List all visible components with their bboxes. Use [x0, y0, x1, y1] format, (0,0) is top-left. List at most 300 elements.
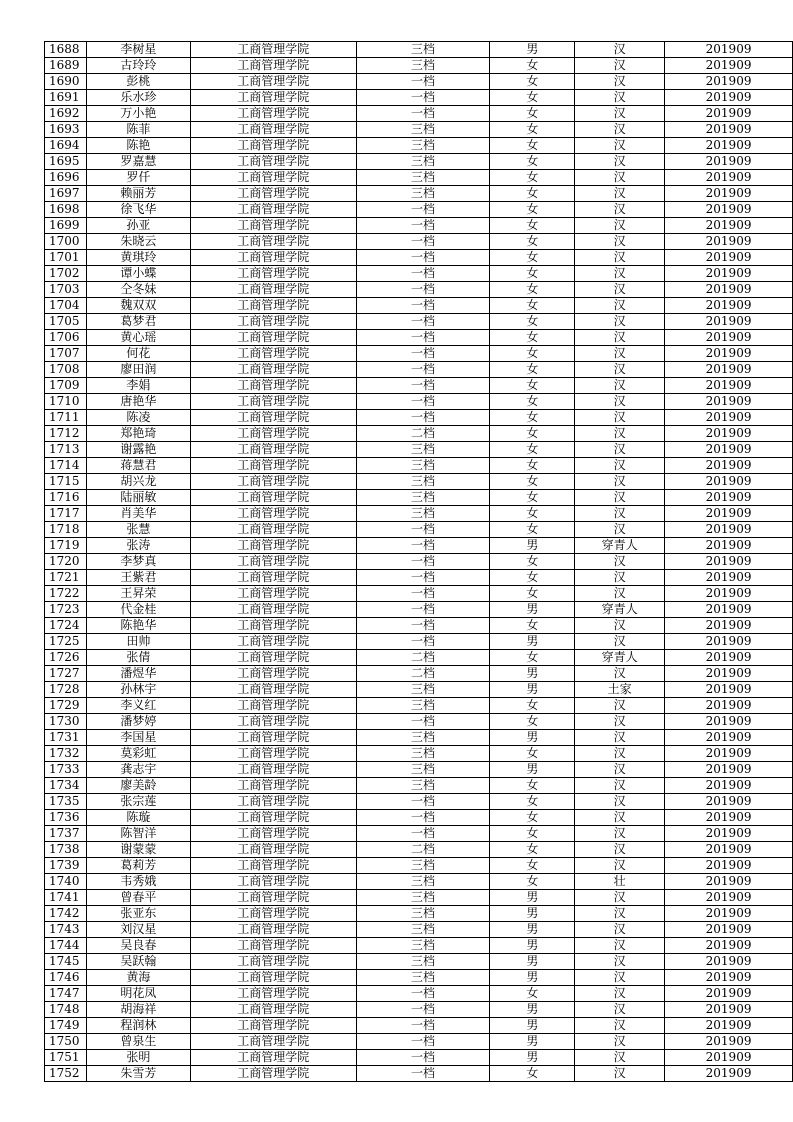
gender-cell: 女 — [490, 458, 575, 474]
college-cell: 工商管理学院 — [190, 1050, 356, 1066]
college-cell: 工商管理学院 — [190, 122, 356, 138]
student-name-cell: 张亚东 — [86, 906, 190, 922]
college-cell: 工商管理学院 — [190, 362, 356, 378]
batch-cell: 201909 — [665, 618, 793, 634]
row-number-cell: 1741 — [45, 890, 87, 906]
student-name-cell: 黄琪玲 — [86, 250, 190, 266]
grade-level-cell: 一档 — [356, 570, 490, 586]
row-number-cell: 1688 — [45, 42, 87, 58]
table-row — [45, 314, 793, 330]
table-row — [45, 1002, 793, 1018]
grade-level-cell: 一档 — [356, 1034, 490, 1050]
student-name-cell: 何花 — [86, 346, 190, 362]
row-number-cell: 1710 — [45, 394, 87, 410]
row-number-cell: 1697 — [45, 186, 87, 202]
batch-cell: 201909 — [665, 890, 793, 906]
ethnicity-cell: 汉 — [575, 202, 665, 218]
grade-level-cell: 三档 — [356, 58, 490, 74]
table-row — [45, 586, 793, 602]
row-number-cell: 1717 — [45, 506, 87, 522]
batch-cell: 201909 — [665, 746, 793, 762]
row-number-cell: 1721 — [45, 570, 87, 586]
ethnicity-cell: 汉 — [575, 170, 665, 186]
gender-cell: 女 — [490, 282, 575, 298]
college-cell: 工商管理学院 — [190, 906, 356, 922]
grade-level-cell: 二档 — [356, 650, 490, 666]
ethnicity-cell: 汉 — [575, 1034, 665, 1050]
batch-cell: 201909 — [665, 506, 793, 522]
ethnicity-cell: 汉 — [575, 218, 665, 234]
row-number-cell: 1731 — [45, 730, 87, 746]
college-cell: 工商管理学院 — [190, 554, 356, 570]
student-name-cell: 李国星 — [86, 730, 190, 746]
college-cell: 工商管理学院 — [190, 778, 356, 794]
batch-cell: 201909 — [665, 218, 793, 234]
ethnicity-cell: 穿青人 — [575, 538, 665, 554]
row-number-cell: 1716 — [45, 490, 87, 506]
ethnicity-cell: 汉 — [575, 314, 665, 330]
grade-level-cell: 一档 — [356, 218, 490, 234]
batch-cell: 201909 — [665, 170, 793, 186]
college-cell: 工商管理学院 — [190, 538, 356, 554]
table-row — [45, 618, 793, 634]
grade-level-cell: 一档 — [356, 602, 490, 618]
ethnicity-cell: 汉 — [575, 186, 665, 202]
gender-cell: 女 — [490, 858, 575, 874]
row-number-cell: 1696 — [45, 170, 87, 186]
row-number-cell: 1729 — [45, 698, 87, 714]
gender-cell: 男 — [490, 970, 575, 986]
student-name-cell: 李娟 — [86, 378, 190, 394]
student-name-cell: 张倩 — [86, 650, 190, 666]
gender-cell: 女 — [490, 314, 575, 330]
ethnicity-cell: 汉 — [575, 138, 665, 154]
college-cell: 工商管理学院 — [190, 858, 356, 874]
batch-cell: 201909 — [665, 714, 793, 730]
student-list-table — [44, 41, 793, 1082]
student-name-cell: 唐艳华 — [86, 394, 190, 410]
college-cell: 工商管理学院 — [190, 970, 356, 986]
batch-cell: 201909 — [665, 234, 793, 250]
student-name-cell: 古玲玲 — [86, 58, 190, 74]
college-cell: 工商管理学院 — [190, 474, 356, 490]
grade-level-cell: 三档 — [356, 970, 490, 986]
student-name-cell: 谢露艳 — [86, 442, 190, 458]
row-number-cell: 1749 — [45, 1018, 87, 1034]
batch-cell: 201909 — [665, 266, 793, 282]
ethnicity-cell: 汉 — [575, 410, 665, 426]
row-number-cell: 1743 — [45, 922, 87, 938]
ethnicity-cell: 汉 — [575, 506, 665, 522]
college-cell: 工商管理学院 — [190, 282, 356, 298]
batch-cell: 201909 — [665, 938, 793, 954]
row-number-cell: 1742 — [45, 906, 87, 922]
ethnicity-cell: 汉 — [575, 442, 665, 458]
ethnicity-cell: 汉 — [575, 1050, 665, 1066]
grade-level-cell: 一档 — [356, 1066, 490, 1082]
gender-cell: 女 — [490, 266, 575, 282]
table-row — [45, 410, 793, 426]
gender-cell: 男 — [490, 762, 575, 778]
college-cell: 工商管理学院 — [190, 490, 356, 506]
ethnicity-cell: 汉 — [575, 954, 665, 970]
grade-level-cell: 一档 — [356, 538, 490, 554]
gender-cell: 女 — [490, 186, 575, 202]
batch-cell: 201909 — [665, 986, 793, 1002]
ethnicity-cell: 汉 — [575, 362, 665, 378]
student-name-cell: 龚志宇 — [86, 762, 190, 778]
table-row — [45, 826, 793, 842]
batch-cell: 201909 — [665, 202, 793, 218]
batch-cell: 201909 — [665, 794, 793, 810]
college-cell: 工商管理学院 — [190, 714, 356, 730]
batch-cell: 201909 — [665, 538, 793, 554]
row-number-cell: 1701 — [45, 250, 87, 266]
batch-cell: 201909 — [665, 122, 793, 138]
batch-cell: 201909 — [665, 906, 793, 922]
college-cell: 工商管理学院 — [190, 394, 356, 410]
college-cell: 工商管理学院 — [190, 506, 356, 522]
row-number-cell: 1722 — [45, 586, 87, 602]
college-cell: 工商管理学院 — [190, 314, 356, 330]
college-cell: 工商管理学院 — [190, 170, 356, 186]
batch-cell: 201909 — [665, 1018, 793, 1034]
gender-cell: 男 — [490, 730, 575, 746]
student-name-cell: 莫彩虹 — [86, 746, 190, 762]
gender-cell: 女 — [490, 986, 575, 1002]
college-cell: 工商管理学院 — [190, 938, 356, 954]
ethnicity-cell: 汉 — [575, 474, 665, 490]
batch-cell: 201909 — [665, 730, 793, 746]
gender-cell: 男 — [490, 906, 575, 922]
student-name-cell: 孙林宇 — [86, 682, 190, 698]
ethnicity-cell: 汉 — [575, 634, 665, 650]
college-cell: 工商管理学院 — [190, 666, 356, 682]
gender-cell: 男 — [490, 954, 575, 970]
student-name-cell: 张宗莲 — [86, 794, 190, 810]
student-name-cell: 王紫君 — [86, 570, 190, 586]
ethnicity-cell: 汉 — [575, 890, 665, 906]
gender-cell: 女 — [490, 586, 575, 602]
grade-level-cell: 三档 — [356, 442, 490, 458]
table-row — [45, 730, 793, 746]
college-cell: 工商管理学院 — [190, 1002, 356, 1018]
batch-cell: 201909 — [665, 362, 793, 378]
student-name-cell: 魏双双 — [86, 298, 190, 314]
table-row — [45, 714, 793, 730]
gender-cell: 男 — [490, 1002, 575, 1018]
table-row — [45, 538, 793, 554]
student-name-cell: 肖美华 — [86, 506, 190, 522]
row-number-cell: 1700 — [45, 234, 87, 250]
batch-cell: 201909 — [665, 42, 793, 58]
student-name-cell: 明花凤 — [86, 986, 190, 1002]
batch-cell: 201909 — [665, 634, 793, 650]
student-name-cell: 乐水珍 — [86, 90, 190, 106]
gender-cell: 女 — [490, 234, 575, 250]
row-number-cell: 1746 — [45, 970, 87, 986]
table-row — [45, 1018, 793, 1034]
grade-level-cell: 一档 — [356, 362, 490, 378]
batch-cell: 201909 — [665, 554, 793, 570]
table-row — [45, 490, 793, 506]
ethnicity-cell: 汉 — [575, 1018, 665, 1034]
grade-level-cell: 三档 — [356, 874, 490, 890]
table-row — [45, 474, 793, 490]
table-row — [45, 330, 793, 346]
student-name-cell: 陆丽敏 — [86, 490, 190, 506]
grade-level-cell: 一档 — [356, 234, 490, 250]
grade-level-cell: 三档 — [356, 778, 490, 794]
gender-cell: 女 — [490, 874, 575, 890]
gender-cell: 女 — [490, 522, 575, 538]
gender-cell: 女 — [490, 250, 575, 266]
table-row — [45, 234, 793, 250]
batch-cell: 201909 — [665, 778, 793, 794]
student-name-cell: 陈艳 — [86, 138, 190, 154]
grade-level-cell: 一档 — [356, 522, 490, 538]
table-row — [45, 570, 793, 586]
ethnicity-cell: 汉 — [575, 42, 665, 58]
ethnicity-cell: 汉 — [575, 330, 665, 346]
gender-cell: 女 — [490, 298, 575, 314]
ethnicity-cell: 汉 — [575, 810, 665, 826]
batch-cell: 201909 — [665, 186, 793, 202]
grade-level-cell: 一档 — [356, 90, 490, 106]
row-number-cell: 1703 — [45, 282, 87, 298]
college-cell: 工商管理学院 — [190, 586, 356, 602]
batch-cell: 201909 — [665, 682, 793, 698]
batch-cell: 201909 — [665, 586, 793, 602]
table-row — [45, 122, 793, 138]
row-number-cell: 1739 — [45, 858, 87, 874]
gender-cell: 女 — [490, 362, 575, 378]
batch-cell: 201909 — [665, 346, 793, 362]
table-row — [45, 954, 793, 970]
gender-cell: 女 — [490, 474, 575, 490]
college-cell: 工商管理学院 — [190, 330, 356, 346]
row-number-cell: 1751 — [45, 1050, 87, 1066]
college-cell: 工商管理学院 — [190, 618, 356, 634]
table-row — [45, 1034, 793, 1050]
row-number-cell: 1706 — [45, 330, 87, 346]
ethnicity-cell: 汉 — [575, 154, 665, 170]
college-cell: 工商管理学院 — [190, 634, 356, 650]
row-number-cell: 1725 — [45, 634, 87, 650]
table-body — [45, 42, 793, 1082]
table-row — [45, 106, 793, 122]
gender-cell: 女 — [490, 554, 575, 570]
college-cell: 工商管理学院 — [190, 410, 356, 426]
batch-cell: 201909 — [665, 426, 793, 442]
college-cell: 工商管理学院 — [190, 1034, 356, 1050]
gender-cell: 男 — [490, 634, 575, 650]
gender-cell: 女 — [490, 826, 575, 842]
college-cell: 工商管理学院 — [190, 874, 356, 890]
ethnicity-cell: 汉 — [575, 74, 665, 90]
student-name-cell: 刘汉星 — [86, 922, 190, 938]
college-cell: 工商管理学院 — [190, 522, 356, 538]
grade-level-cell: 三档 — [356, 746, 490, 762]
table-row — [45, 42, 793, 58]
table-row — [45, 394, 793, 410]
table-row — [45, 362, 793, 378]
grade-level-cell: 三档 — [356, 682, 490, 698]
ethnicity-cell: 汉 — [575, 618, 665, 634]
ethnicity-cell: 汉 — [575, 986, 665, 1002]
gender-cell: 女 — [490, 410, 575, 426]
student-name-cell: 郑艳琦 — [86, 426, 190, 442]
row-number-cell: 1692 — [45, 106, 87, 122]
ethnicity-cell: 汉 — [575, 298, 665, 314]
student-name-cell: 曾泉生 — [86, 1034, 190, 1050]
row-number-cell: 1712 — [45, 426, 87, 442]
row-number-cell: 1747 — [45, 986, 87, 1002]
grade-level-cell: 一档 — [356, 282, 490, 298]
row-number-cell: 1740 — [45, 874, 87, 890]
student-name-cell: 张明 — [86, 1050, 190, 1066]
ethnicity-cell: 壮 — [575, 874, 665, 890]
grade-level-cell: 一档 — [356, 826, 490, 842]
gender-cell: 女 — [490, 378, 575, 394]
batch-cell: 201909 — [665, 810, 793, 826]
grade-level-cell: 三档 — [356, 954, 490, 970]
college-cell: 工商管理学院 — [190, 890, 356, 906]
row-number-cell: 1702 — [45, 266, 87, 282]
batch-cell: 201909 — [665, 570, 793, 586]
grade-level-cell: 一档 — [356, 1018, 490, 1034]
gender-cell: 女 — [490, 442, 575, 458]
ethnicity-cell: 汉 — [575, 90, 665, 106]
ethnicity-cell: 汉 — [575, 938, 665, 954]
gender-cell: 女 — [490, 842, 575, 858]
batch-cell: 201909 — [665, 650, 793, 666]
row-number-cell: 1727 — [45, 666, 87, 682]
student-name-cell: 曾春平 — [86, 890, 190, 906]
college-cell: 工商管理学院 — [190, 138, 356, 154]
row-number-cell: 1695 — [45, 154, 87, 170]
gender-cell: 男 — [490, 938, 575, 954]
grade-level-cell: 三档 — [356, 698, 490, 714]
grade-level-cell: 二档 — [356, 426, 490, 442]
table-row — [45, 986, 793, 1002]
student-name-cell: 吴良春 — [86, 938, 190, 954]
gender-cell: 女 — [490, 426, 575, 442]
table-row — [45, 170, 793, 186]
ethnicity-cell: 汉 — [575, 234, 665, 250]
row-number-cell: 1737 — [45, 826, 87, 842]
batch-cell: 201909 — [665, 282, 793, 298]
ethnicity-cell: 汉 — [575, 922, 665, 938]
grade-level-cell: 一档 — [356, 314, 490, 330]
ethnicity-cell: 汉 — [575, 378, 665, 394]
row-number-cell: 1745 — [45, 954, 87, 970]
grade-level-cell: 一档 — [356, 74, 490, 90]
table-row — [45, 202, 793, 218]
row-number-cell: 1691 — [45, 90, 87, 106]
student-name-cell: 陈菲 — [86, 122, 190, 138]
batch-cell: 201909 — [665, 106, 793, 122]
student-name-cell: 朱晓云 — [86, 234, 190, 250]
student-name-cell: 张慧 — [86, 522, 190, 538]
gender-cell: 男 — [490, 1034, 575, 1050]
batch-cell: 201909 — [665, 74, 793, 90]
batch-cell: 201909 — [665, 1034, 793, 1050]
table-row — [45, 890, 793, 906]
row-number-cell: 1750 — [45, 1034, 87, 1050]
student-name-cell: 李树星 — [86, 42, 190, 58]
student-name-cell: 仝冬妹 — [86, 282, 190, 298]
table-row — [45, 842, 793, 858]
table-row — [45, 1066, 793, 1082]
gender-cell: 女 — [490, 90, 575, 106]
ethnicity-cell: 汉 — [575, 1002, 665, 1018]
gender-cell: 男 — [490, 538, 575, 554]
college-cell: 工商管理学院 — [190, 746, 356, 762]
college-cell: 工商管理学院 — [190, 794, 356, 810]
gender-cell: 男 — [490, 1018, 575, 1034]
table-row — [45, 74, 793, 90]
ethnicity-cell: 汉 — [575, 666, 665, 682]
grade-level-cell: 一档 — [356, 410, 490, 426]
table-row — [45, 650, 793, 666]
row-number-cell: 1738 — [45, 842, 87, 858]
student-name-cell: 代金桂 — [86, 602, 190, 618]
row-number-cell: 1728 — [45, 682, 87, 698]
batch-cell: 201909 — [665, 858, 793, 874]
gender-cell: 女 — [490, 138, 575, 154]
gender-cell: 女 — [490, 794, 575, 810]
gender-cell: 女 — [490, 810, 575, 826]
batch-cell: 201909 — [665, 458, 793, 474]
batch-cell: 201909 — [665, 666, 793, 682]
college-cell: 工商管理学院 — [190, 90, 356, 106]
student-name-cell: 田帅 — [86, 634, 190, 650]
batch-cell: 201909 — [665, 922, 793, 938]
batch-cell: 201909 — [665, 1002, 793, 1018]
row-number-cell: 1709 — [45, 378, 87, 394]
student-name-cell: 廖田润 — [86, 362, 190, 378]
table-row — [45, 634, 793, 650]
ethnicity-cell: 汉 — [575, 426, 665, 442]
college-cell: 工商管理学院 — [190, 442, 356, 458]
college-cell: 工商管理学院 — [190, 458, 356, 474]
table-row — [45, 970, 793, 986]
gender-cell: 女 — [490, 106, 575, 122]
student-name-cell: 陈凌 — [86, 410, 190, 426]
grade-level-cell: 三档 — [356, 506, 490, 522]
batch-cell: 201909 — [665, 378, 793, 394]
table-row — [45, 522, 793, 538]
college-cell: 工商管理学院 — [190, 266, 356, 282]
row-number-cell: 1734 — [45, 778, 87, 794]
college-cell: 工商管理学院 — [190, 810, 356, 826]
table-row — [45, 746, 793, 762]
ethnicity-cell: 汉 — [575, 842, 665, 858]
table-row — [45, 698, 793, 714]
student-name-cell: 葛莉芳 — [86, 858, 190, 874]
gender-cell: 女 — [490, 506, 575, 522]
grade-level-cell: 一档 — [356, 1050, 490, 1066]
student-name-cell: 蒋慧君 — [86, 458, 190, 474]
college-cell: 工商管理学院 — [190, 650, 356, 666]
row-number-cell: 1690 — [45, 74, 87, 90]
row-number-cell: 1736 — [45, 810, 87, 826]
row-number-cell: 1698 — [45, 202, 87, 218]
batch-cell: 201909 — [665, 698, 793, 714]
row-number-cell: 1718 — [45, 522, 87, 538]
college-cell: 工商管理学院 — [190, 922, 356, 938]
